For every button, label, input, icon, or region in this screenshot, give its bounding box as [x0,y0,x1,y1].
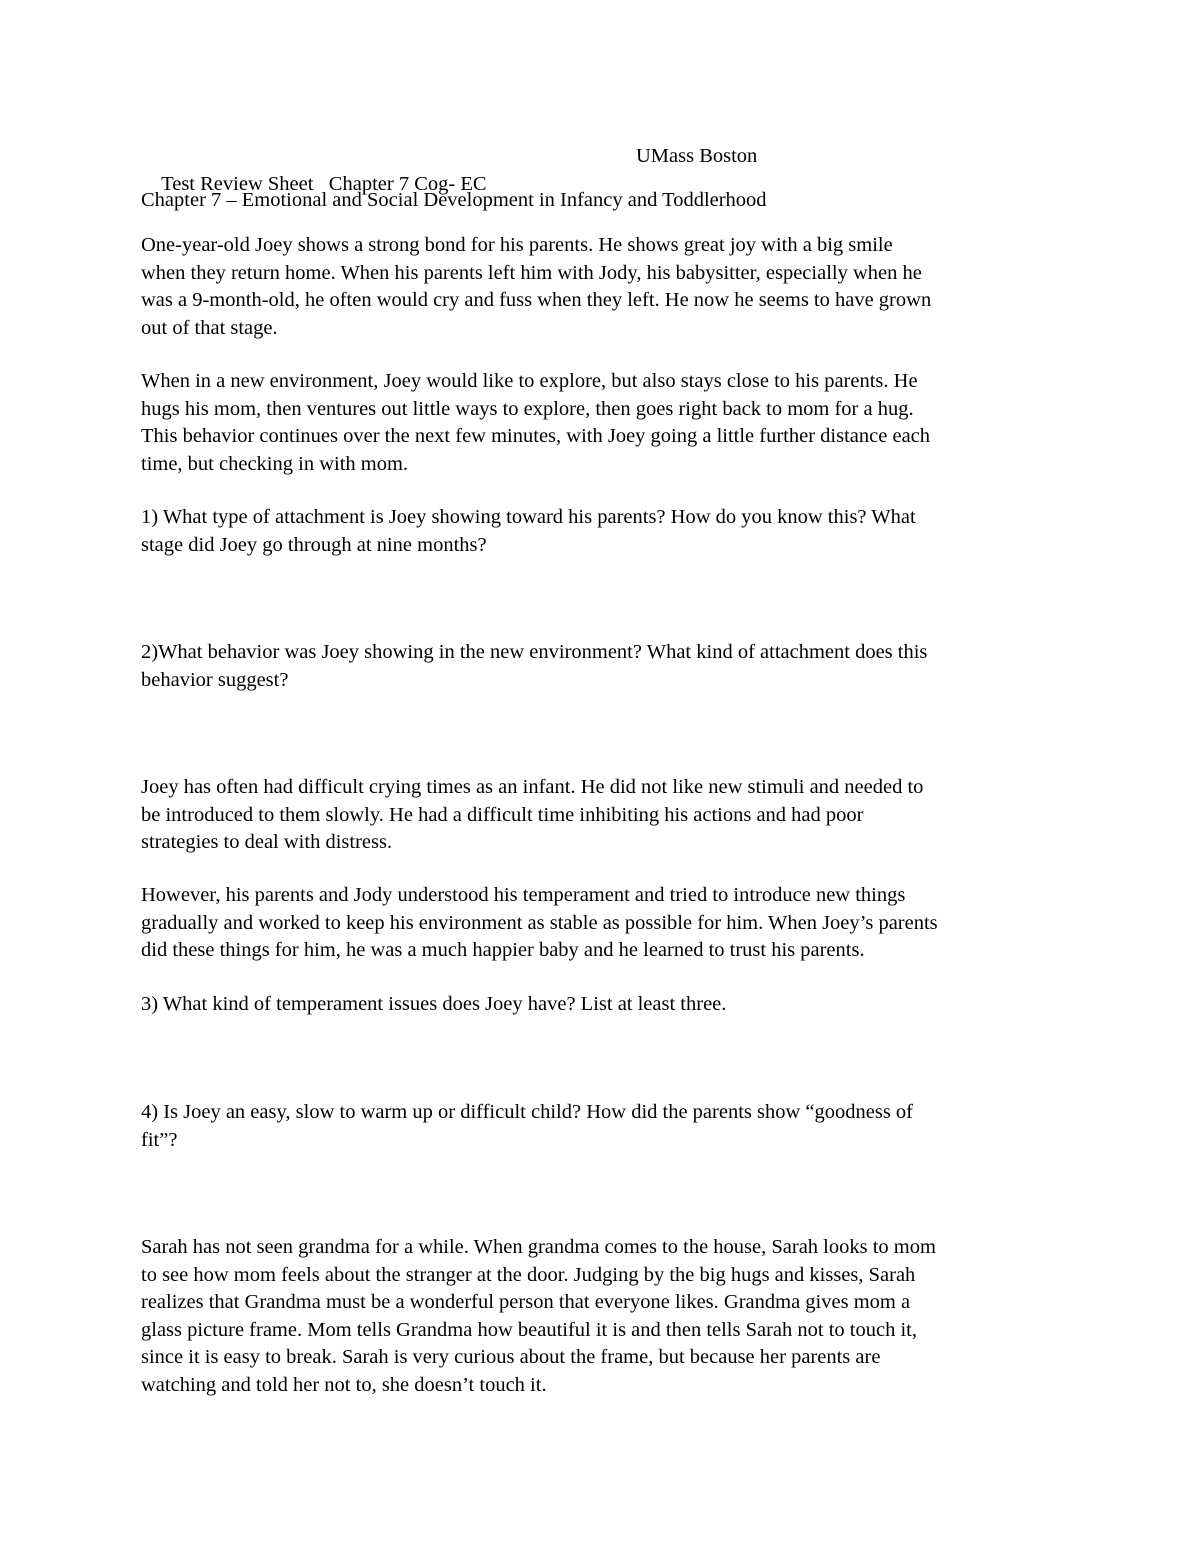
paragraph-new-environment [141,368,1071,478]
text-line: gradually and worked to keep his environment as stable as possible for him. When Joey’s parents [141,911,938,934]
text-line: However, his parents and Jody understood his temperament and tried to introduce new things [141,884,906,906]
header-title: Test Review Sheet Chapter 7 Cog- EC [161,172,487,195]
text-line: time, but checking in with mom. [141,452,409,475]
text-line: when they return home. When his parents left him with Jody, his babysitter, especially when he [141,261,922,284]
paragraph-sarah-grandma [141,1234,1071,1399]
text-line: fit”? [141,1128,178,1151]
text-line: When in a new environment, Joey would like to explore, but also stays close to his parents. He [141,370,918,392]
text-line: watching and told her not to, she doesn’t touch it. [141,1373,547,1396]
text-line: Joey has often had difficult crying times as an infant. He did not like new stimuli and needed to [141,776,924,798]
text-line: 4) Is Joey an easy, slow to warm up or difficult child? How did the parents show “goodness of [141,1101,914,1123]
text-line: strategies to deal with distress. [141,831,393,853]
text-line: hugs his mom, then ventures out little ways to explore, then goes right back to mom for a hug. [141,397,914,420]
header-school: UMass Boston [636,145,758,167]
text-line: behavior suggest? [141,668,289,691]
paragraph-joey-bond [141,232,1071,342]
text-line: stage did Joey go through at nine months? [141,533,487,556]
question-3 [141,991,1071,1019]
text-line: 1) What type of attachment is Joey showing toward his parents? How do you know this? What [141,506,916,528]
text-line: be introduced to them slowly. He had a difficult time inhibiting his actions and had poor [141,803,864,826]
text-line: to see how mom feels about the stranger at the door. Judging by the big hugs and kisses, Sarah [141,1263,916,1286]
text-line: Sarah has not seen grandma for a while. When grandma comes to the house, Sarah looks to mom [141,1236,936,1258]
text-line: 2)What behavior was Joey showing in the new environment? What kind of attachment does this [141,641,928,663]
question-4 [141,1099,1071,1154]
text-line: This behavior continues over the next few minutes, with Joey going a little further distance each [141,425,931,447]
text-line: out of that stage. [141,316,278,339]
text-line: glass picture frame. Mom tells Grandma how beautiful it is and then tells Sarah not to touch it, [141,1318,917,1341]
chapter-heading: Chapter 7 – Emotional and Social Development in Infancy and Toddlerhood [141,189,767,211]
text-line: did these things for him, he was a much happier baby and he learned to trust his parents. [141,939,865,961]
paragraph-difficult-infant [141,774,1071,857]
paragraph-parents-understood [141,882,1071,965]
text-line: One-year-old Joey shows a strong bond for his parents. He shows great joy with a big smile [141,234,893,256]
text-line: since it is easy to break. Sarah is very curious about the frame, but because her parents are [141,1346,881,1368]
question-2 [141,639,1071,694]
question-1 [141,504,1071,559]
text-line: realizes that Grandma must be a wonderful person that everyone likes. Grandma gives mom a [141,1291,911,1313]
text-line: was a 9-month-old, he often would cry and fuss when they left. He now he seems to have grown [141,289,932,311]
text-line: 3) What kind of temperament issues does Joey have? List at least three. [141,993,727,1015]
